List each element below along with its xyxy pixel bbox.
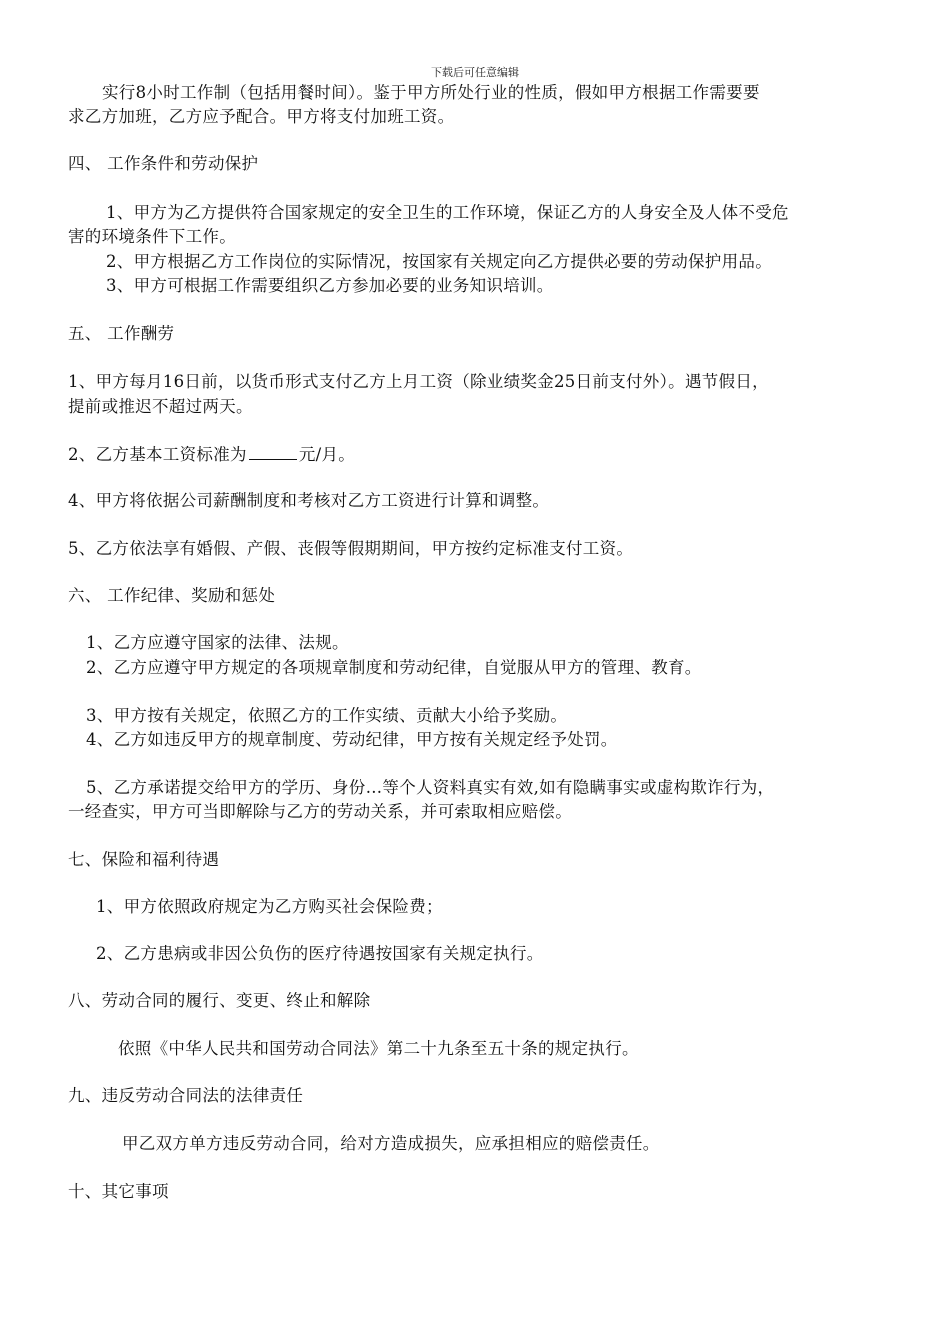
paragraph-line: 1、甲方依照政府规定为乙方购买社会保险费； — [96, 897, 443, 916]
paragraph-line: 提前或推迟不超过两天。 — [68, 397, 253, 416]
section-heading: 九、违反劳动合同法的法律责任 — [68, 1086, 304, 1105]
paragraph-line: 2、乙方患病或非因公负伤的医疗待遇按国家有关规定执行。 — [96, 944, 544, 963]
section-heading: 六、 工作纪律、奖励和惩处 — [68, 586, 276, 605]
salary-unit: 元/月。 — [298, 445, 356, 464]
page-header: 下载后可任意编辑 — [431, 66, 519, 79]
section-heading: 十、其它事项 — [68, 1182, 169, 1201]
paragraph-line: 甲乙双方单方违反劳动合同，给对方造成损失，应承担相应的赔偿责任。 — [122, 1134, 660, 1153]
paragraph-line: 4、甲方将依据公司薪酬制度和考核对乙方工资进行计算和调整。 — [68, 491, 550, 510]
paragraph-line: 2、甲方根据乙方工作岗位的实际情况，按国家有关规定向乙方提供必要的劳动保护用品。 — [106, 252, 772, 271]
section-heading: 七、保险和福利待遇 — [68, 850, 220, 869]
paragraph-line: 5、乙方依法享有婚假、产假、丧假等假期期间，甲方按约定标准支付工资。 — [68, 539, 634, 558]
paragraph-line: 一经查实，甲方可当即解除与乙方的劳动关系，并可索取相应赔偿。 — [68, 802, 572, 821]
salary-blank-field — [249, 443, 297, 460]
salary-label: 2、乙方基本工资标准为 — [68, 445, 247, 464]
paragraph-line: 3、甲方按有关规定，依照乙方的工作实绩、贡献大小给予奖励。 — [86, 706, 568, 725]
salary-line — [68, 443, 888, 466]
paragraph-line: 4、乙方如违反甲方的规章制度、劳动纪律，甲方按有关规定经予处罚。 — [86, 730, 618, 749]
paragraph-line: 1、甲方每月16日前，以货币形式支付乙方上月工资（除业绩奖金25日前支付外）。遇节假日， — [68, 372, 769, 391]
paragraph-line: 依照《中华人民共和国劳动合同法》第二十九条至五十条的规定执行。 — [118, 1039, 639, 1058]
section-heading: 八、劳动合同的履行、变更、终止和解除 — [68, 991, 371, 1010]
paragraph-line: 求乙方加班，乙方应予配合。甲方将支付加班工资。 — [68, 107, 455, 126]
paragraph-line: 1、甲方为乙方提供符合国家规定的安全卫生的工作环境，保证乙方的人身安全及人体不受危 — [106, 203, 789, 222]
section-heading: 四、 工作条件和劳动保护 — [68, 154, 259, 173]
paragraph-line: 2、乙方应遵守甲方规定的各项规章制度和劳动纪律，自觉服从甲方的管理、教育。 — [86, 658, 702, 677]
section-heading: 五、 工作酬劳 — [68, 324, 175, 343]
paragraph-line: 害的环境条件下工作。 — [68, 227, 236, 246]
paragraph-line: 3、甲方可根据工作需要组织乙方参加必要的业务知识培训。 — [106, 276, 554, 295]
paragraph-line: 1、乙方应遵守国家的法律、法规。 — [86, 633, 349, 652]
paragraph-line: 5、乙方承诺提交给甲方的学历、身份…等个人资料真实有效,如有隐瞒事实或虚构欺诈行为， — [86, 778, 775, 797]
paragraph-line: 实行8小时工作制（包括用餐时间）。鉴于甲方所处行业的性质，假如甲方根据工作需要要 — [102, 83, 760, 102]
